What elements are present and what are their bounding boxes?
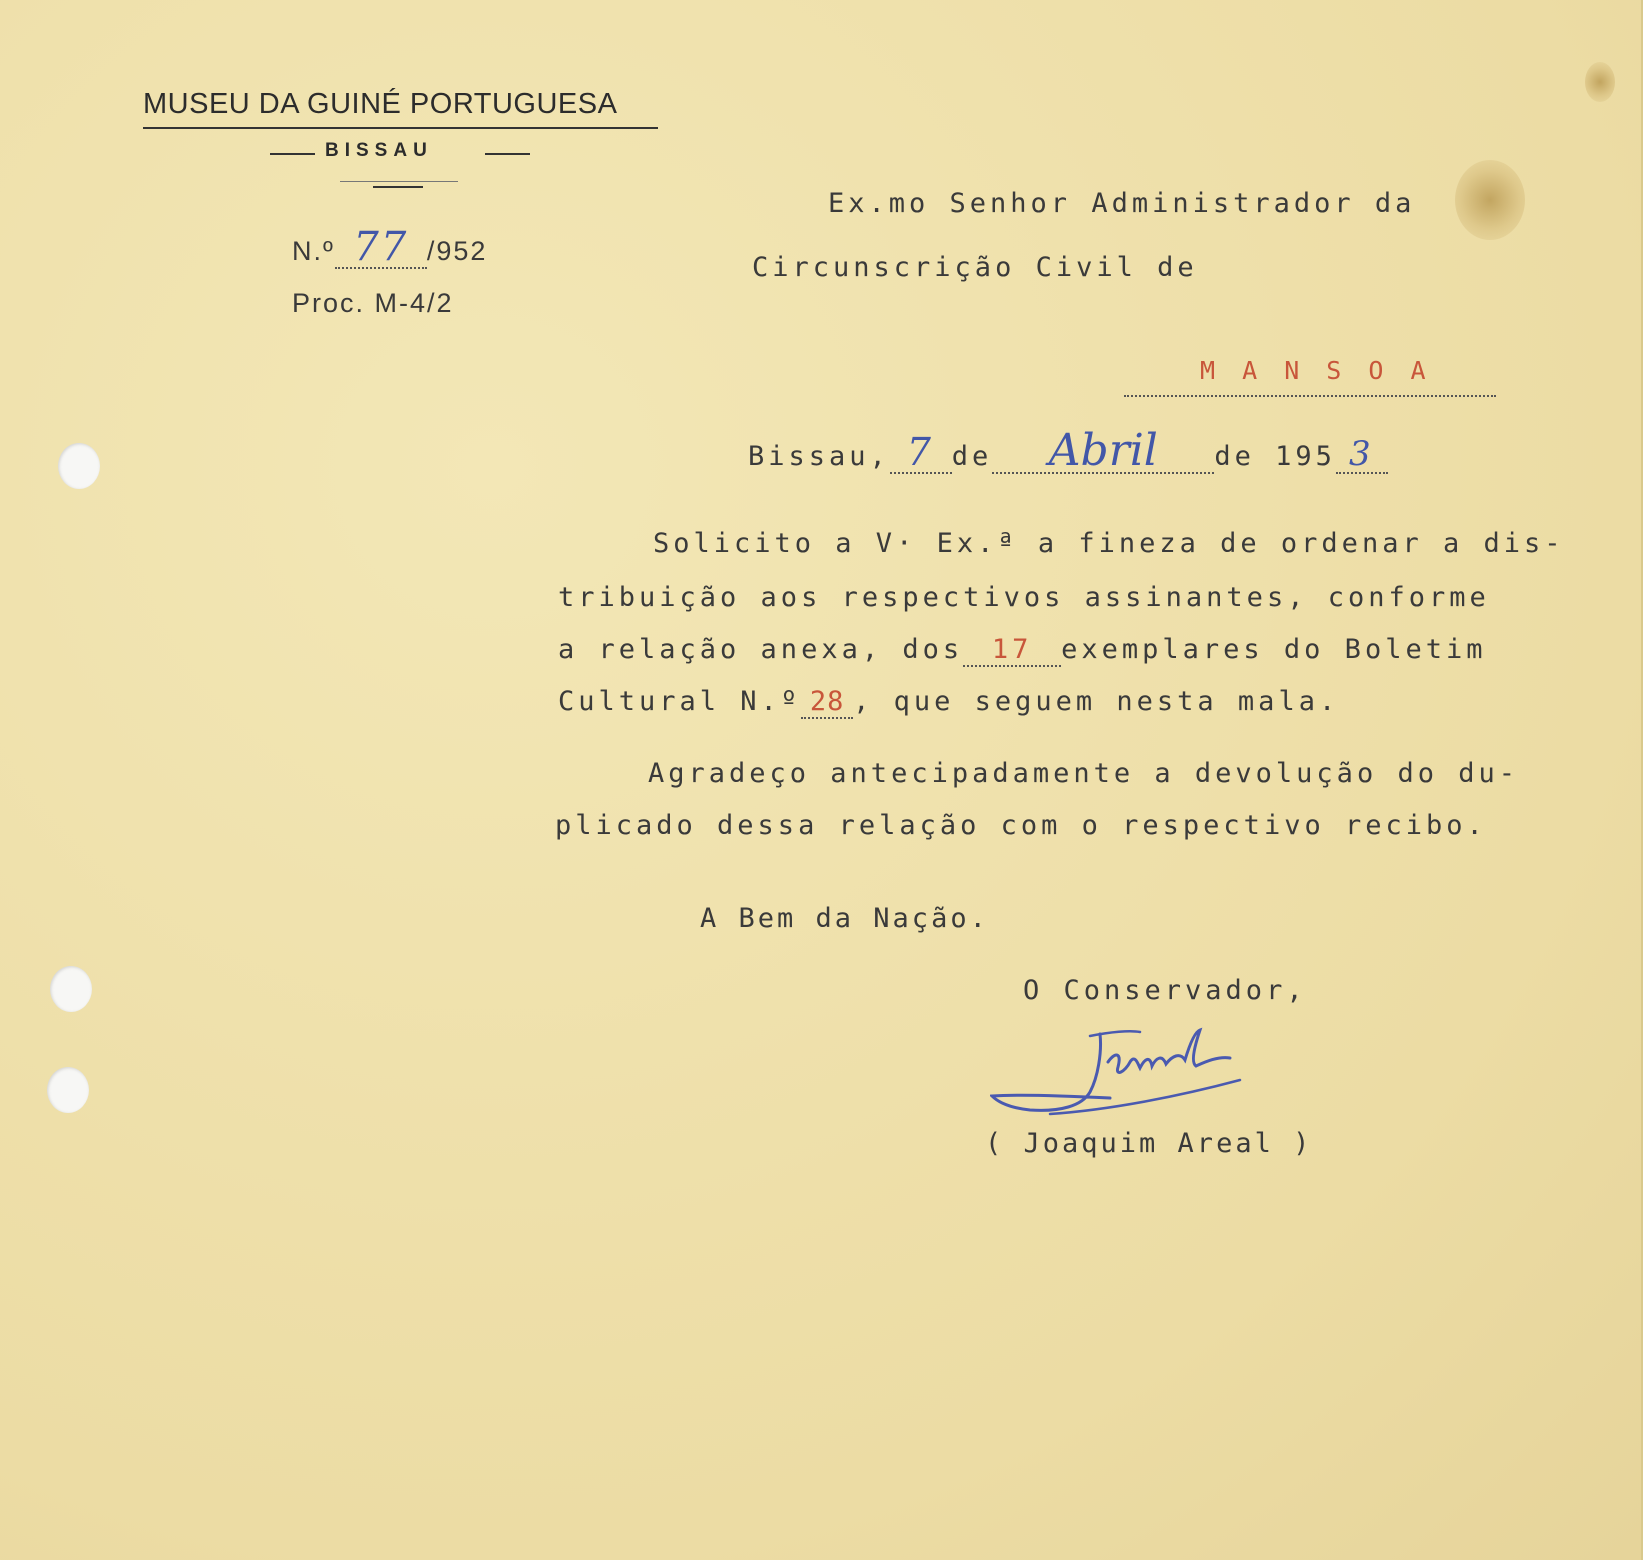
copies-count: 17 (963, 634, 1061, 667)
body-line: a relação anexa, dos 17 exemplares do Boletim (558, 634, 1487, 665)
punch-hole (47, 1067, 89, 1113)
process-reference: Proc. M-4/2 (292, 288, 454, 318)
place-dotted-line (1124, 395, 1496, 397)
closing-role: O Conservador, (1023, 975, 1307, 1006)
date-month: Abril (1048, 425, 1158, 476)
date-city: Bissau, (748, 441, 890, 472)
letterhead-rule (143, 127, 658, 129)
number-prefix: N.º (292, 236, 335, 266)
paper-stain (1455, 160, 1525, 240)
letterhead-title: MUSEU DA GUINÉ PORTUGUESA (143, 88, 618, 120)
bulletin-number: 28 (801, 686, 853, 719)
body-line: Solicito a V· Ex.ª a fineza de ordenar a dis- (653, 528, 1565, 559)
body-line: tribuição aos respectivos assinantes, conforme (558, 582, 1490, 613)
punch-hole (58, 443, 100, 489)
body-line: plicado dessa relação com o respectivo recibo. (555, 810, 1487, 841)
divider (270, 153, 315, 155)
body-line: Agradeço antecipadamente a devolução do du- (648, 758, 1519, 789)
divider (373, 186, 423, 188)
closing-salutation: A Bem da Nação. (700, 903, 989, 934)
date-line (748, 425, 1388, 476)
signatory-name: ( Joaquim Areal ) (985, 1128, 1313, 1159)
date-year-digit: 3 (1349, 434, 1375, 474)
number-year: /952 (426, 236, 488, 266)
divider (485, 153, 530, 155)
letterhead-city: BISSAU (325, 140, 433, 161)
punch-hole (50, 966, 92, 1012)
date-year-prefix: de 195 (1214, 441, 1336, 472)
addressee-line2: Circunscrição Civil de (752, 252, 1198, 283)
addressee-place: M A N S O A (1200, 356, 1432, 385)
addressee-line1: Ex.mo Senhor Administrador da (828, 188, 1416, 219)
divider (340, 181, 458, 182)
paper-stain (1585, 62, 1615, 102)
handwritten-signature (990, 1022, 1290, 1132)
body-line: Cultural N.º 28 , que seguem nesta mala. (558, 686, 1340, 717)
number-handwritten: 77 (353, 224, 409, 270)
date-de: de (951, 441, 993, 472)
reference-number (292, 224, 488, 270)
date-day: 7 (906, 430, 935, 474)
